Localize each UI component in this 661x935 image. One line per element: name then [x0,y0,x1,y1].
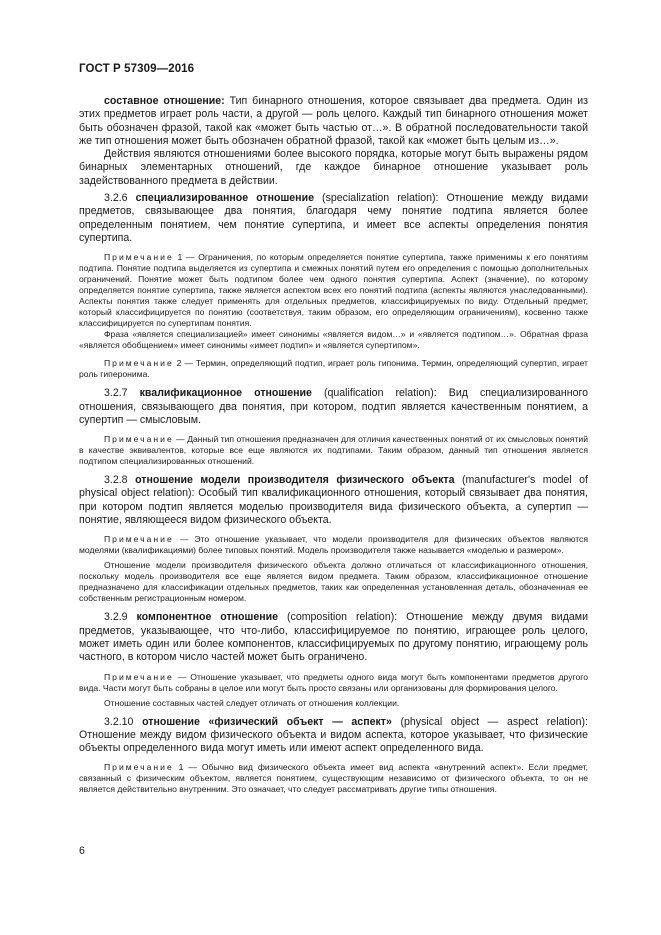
note-3-2-7: Примечание — Данный тип отношения предназначен для отличия качественных понятий от их смысловых понятий в качестве эквивалентов, которые все еще являются их подтипами. Таким образом, данный тип отношения является подтипом специализированных отношений. [79,434,588,467]
term-manufacturer-model-relation: отношение модели производителя физического объекта [135,474,455,487]
note-3-2-9b: Отношение составных частей следует отличать от отношения коллекции. [104,697,400,708]
note-3-2-8b: Отношение модели производителя физического объекта должно отличаться от классификационного отношения, поскольку модель производителя все еще является видом предмета. Таким образом, классификационное отношение предназначено для классификации отдельных предметов, таких как определенная установленная деталь, обозначенная ее собственным регистрационным номером. [79,560,588,604]
paragraph-composite-relation: составное отношение: Тип бинарного отношения, которое связывает два предмета. Один из этих предметов играет роль части, а другой — роль целого. Каждый тип бинарного отношения может быть обозначен фразой, такой как «может быть частью от…». В обратной последовательности такой же тип отношения может быть обозначен обратной фразой, такой как «может быть целым из…». [79,95,588,147]
term-composite-relation: составное отношение: [104,95,225,107]
section-3-2-10: 3.2.10 отношение «физический объект — аспект» (physical object — aspect relation): Отношение между видом физического объекта и видом аспекта, которое указывает, что физические объекты определенного вида могут иметь или имеют аспект определенного вида. [79,715,588,755]
term-composition-relation: компонентное отношение [136,611,279,624]
section-3-2-9: 3.2.9 компонентное отношение (composition relation): Отношение между двумя видами предметов, указывающее, что что-либо, классифицируемое по понятию, играющее роль целого, может иметь один или более компонентов, классифицируемых по другому понятию, играющему роль частного, в котором число частей может быть ограничено. [79,611,588,664]
note-3-2-10-1: Примечание 1 — Обычно вид физического объекта имеет вид аспекта «внутренний аспект». Если предмет, связанный с физическим объектом, является понятием, существующим независимо от физического объекта, то он не является действительно внутренним. Это означает, что следует рассматривать другие типы отношения. [79,762,588,795]
term-physical-object-aspect-relation: отношение «физический объект — аспект» [142,715,392,728]
section-3-2-6: 3.2.6 специализированное отношение (specialization relation): Отношение между видами предметов, связывающее два понятия, благодаря чему понятие подтипа является более определенным понятием, чем понятие супертипа, и имеет все аспекты определения понятия супертипа. [79,192,588,244]
term-specialization-relation: специализированное отношение [135,192,314,205]
note-3-2-9: Примечание — Отношение указывает, что предметы одного вида могут быть компонентами предметов другого вида. Части могут быть собраны в целое или могут быть просто связаны или организованы для формирования целого. [79,671,588,693]
standard-header: ГОСТ Р 57309—2016 [79,63,195,75]
section-3-2-7: 3.2.7 квалификационное отношение (qualification relation): Вид специализированного отношения, связывающего два понятия, при котором, подтип является качественным понятием, а супертип — смысловым. [79,387,588,426]
section-3-2-8: 3.2.8 отношение модели производителя физического объекта (manufacturer's model of physical object relation): Особый тип квалификационного отношения, который связывает два понятия, при котором подтип является моделью производителя вида физического объекта, а супертип — понятие, являющееся видом физического объекта. [79,474,589,527]
note-3-2-6-1: Примечание 1 — Ограничения, по которым определяется понятие супертипа, также применимы к его понятиям подтипа. Понятие подтипа выделяется из супертипа и смежных понятий путем его определения с помощью дополнительных ограничений. Понятие может быть подтипом более чем одного понятия супертипа. Аспект (значение), по которому определяется понятие супертипа, также является аспектом всех его понятий подтипа (аспекты являются унаследованными). Аспекты понятия также следует применять для отдельных предметов, классифицируемых по виду. Отдельный предмет, который классифицируется по понятию (соответствуя, таким образом, его определяющим ограничениям), косвенно также классифицируется по супертипам понятия. [79,252,588,329]
page-number: 6 [79,845,85,857]
document-body [79,95,588,795]
note-3-2-6-1b: Фраза «является специализацией» имеет синонимы «является видом…» и «является подтипом…». Обратная фраза «является обобщением» имеет синонимы «имеет подтип» и «является супертипом». [79,329,588,351]
paragraph-actions: Действия являются отношениями более высокого порядка, которые могут быть выражены рядом бинарных элементарных отношений, где каждое бинарное отношение указывает роль задействованного предмета в действии. [79,148,588,187]
note-3-2-8: Примечание — Это отношение указывает, что модели производителя для физических объектов являются моделями (квалификациями) более типовых понятий. Модель производителя также называется «моделью и размером». [79,534,588,556]
term-qualification-relation: квалификационное отношение [139,387,312,400]
note-3-2-6-2: Примечание 2 — Термин, определяющий подтип, играет роль гипонима. Термин, определяющий супертип, играет роль гиперонима. [79,358,588,380]
